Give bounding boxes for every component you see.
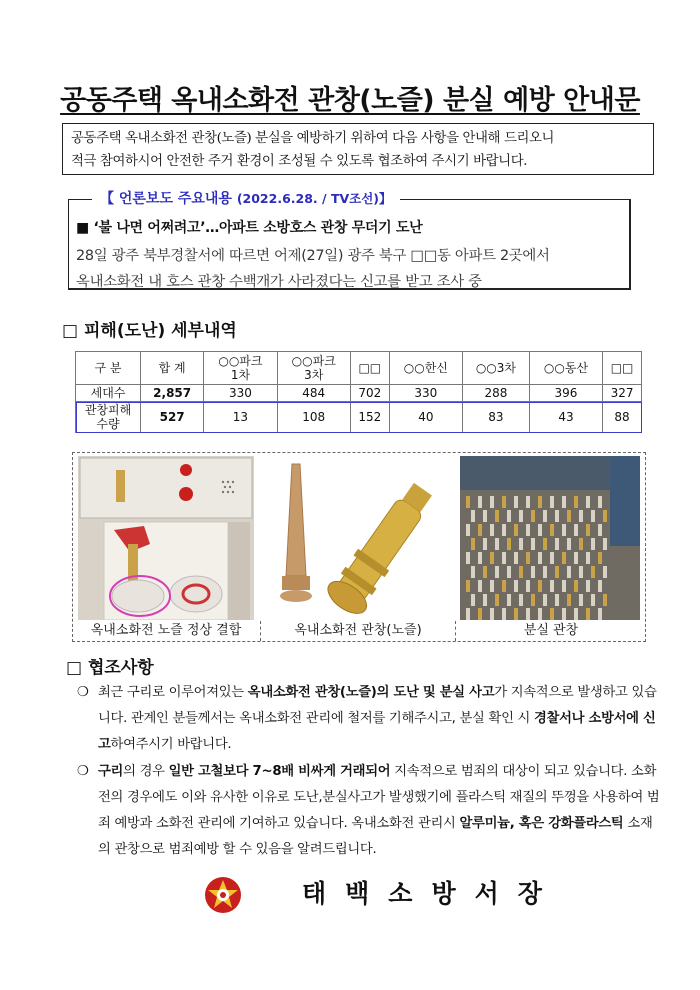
cooperation-item-2-text [82,759,662,863]
emphasis-text: 알루미늄, 혹은 강화플라스틱 [459,816,624,831]
column-header: □□ [603,352,642,385]
news-tag-label: 【 언론보도 주요내용 [100,191,232,207]
column-header: ○○한신 [389,352,462,385]
table-cell: 83 [462,402,529,433]
column-header: 구 분 [76,352,141,385]
column-header: ○○동산 [529,352,602,385]
table-cell: 484 [277,385,350,402]
damage-heading: □ 피해(도난) 세부내역 [62,321,237,341]
column-header: ○○파크 3차 [277,352,350,385]
news-tag-source: (2022.6.28. / TV조선)】 [236,191,392,206]
news-body [76,243,628,295]
brass-nozzle-photo [262,456,452,620]
emphasis-text: 경찰서나 소방서에 신고 [98,711,656,752]
table-cell: 13 [204,402,277,433]
row-label: 세대수 [76,385,141,402]
body-text: 의 경우 [123,764,169,779]
table-row [76,385,642,402]
table-cell: 2,857 [141,385,204,402]
body-text: 지속적으로 범죄의 대상이 되고 있습니다. 소화전의 경우에도 이와 유사한 이유로 도난,분실사고가 발생했기에 플라스틱 재질의 뚜껑을 사용하여 범죄 예방과 소화전 관리에 기여하고 있습니다. 옥내소화전 관리시 [98,764,660,831]
table-row [76,402,642,433]
cooperation-item-1-text [82,680,662,758]
table-cell: 43 [529,402,602,433]
emphasis-text: 구리 [98,764,124,779]
body-text: 소재의 관창으로 범죄예방 할 수 있음을 알려드립니다. [98,816,653,857]
bullet-icon: ❍ [77,685,89,700]
lost-nozzles-photo [460,456,640,620]
bullet-icon: ❍ [77,764,89,779]
cooperation-item-1 [77,680,662,758]
photo-caption-3: 분실 관창 [523,623,579,638]
table-cell: 327 [603,385,642,402]
body-text: 가 지속적으로 발생하고 있습니다. 관계인 분들께서는 옥내소화전 관리에 철저를 기해주시고, 분실 확인 시 [98,685,657,726]
table-cell: 108 [277,402,350,433]
body-text: 하여주시기 바랍니다. [110,737,232,752]
table-cell: 396 [529,385,602,402]
table-cell: 40 [389,402,462,433]
cooperation-item-2 [77,759,662,863]
column-header: ○○파크 1차 [204,352,277,385]
intro-line-2: 적극 참여하시어 안전한 주거 환경이 조성될 수 있도록 협조하여 주시기 바랍니다. [71,154,528,169]
damage-table-header [76,352,642,385]
news-tag [92,189,400,209]
column-header: ○○3차 [462,352,529,385]
table-cell: 330 [389,385,462,402]
signature: 태백소방서장 [302,879,561,908]
column-header: 합 계 [141,352,204,385]
damage-table [75,351,642,433]
table-cell: 288 [462,385,529,402]
intro-line-1: 공동주택 옥내소화전 관창(노즐) 분실을 예방하기 위하여 다음 사항을 안내해 드리오니 [71,131,555,146]
fire-department-emblem-icon [204,876,242,914]
table-cell: 88 [603,402,642,433]
row-label: 관창피해 수량 [76,402,141,433]
table-cell: 702 [350,385,389,402]
news-body-line-1: 28일 광주 북부경찰서에 따르면 어제(27일) 광주 북구 □□동 아파트 2곳에서 [76,248,550,264]
table-cell: 527 [141,402,204,433]
intro-box [62,123,654,175]
hydrant-cabinet-photo [78,456,254,620]
table-cell: 330 [204,385,277,402]
cooperation-heading: □ 협조사항 [66,658,154,678]
photo-caption-2: 옥내소화전 관창(노즐) [260,621,456,641]
emphasis-text: 일반 고철보다 7~8배 비싸게 거래되어 [168,764,391,779]
document-title: 공동주택 옥내소화전 관창(노즐) 분실 예방 안내문 [60,85,640,116]
news-headline: ■ ‘불 나면 어쩌려고’…아파트 소방호스 관창 무더기 도난 [76,220,423,236]
table-cell: 152 [350,402,389,433]
news-body-line-2: 옥내소화전 내 호스 관창 수백개가 사라졌다는 신고를 받고 조사 중 [76,274,482,290]
emphasis-text: 옥내소화전 관창(노즐)의 도난 및 분실 사고 [247,685,495,700]
column-header: □□ [350,352,389,385]
photo-caption-1: 옥내소화전 노즐 정상 결합 [90,623,242,638]
body-text: 최근 구리로 이루어져있는 [98,685,248,700]
